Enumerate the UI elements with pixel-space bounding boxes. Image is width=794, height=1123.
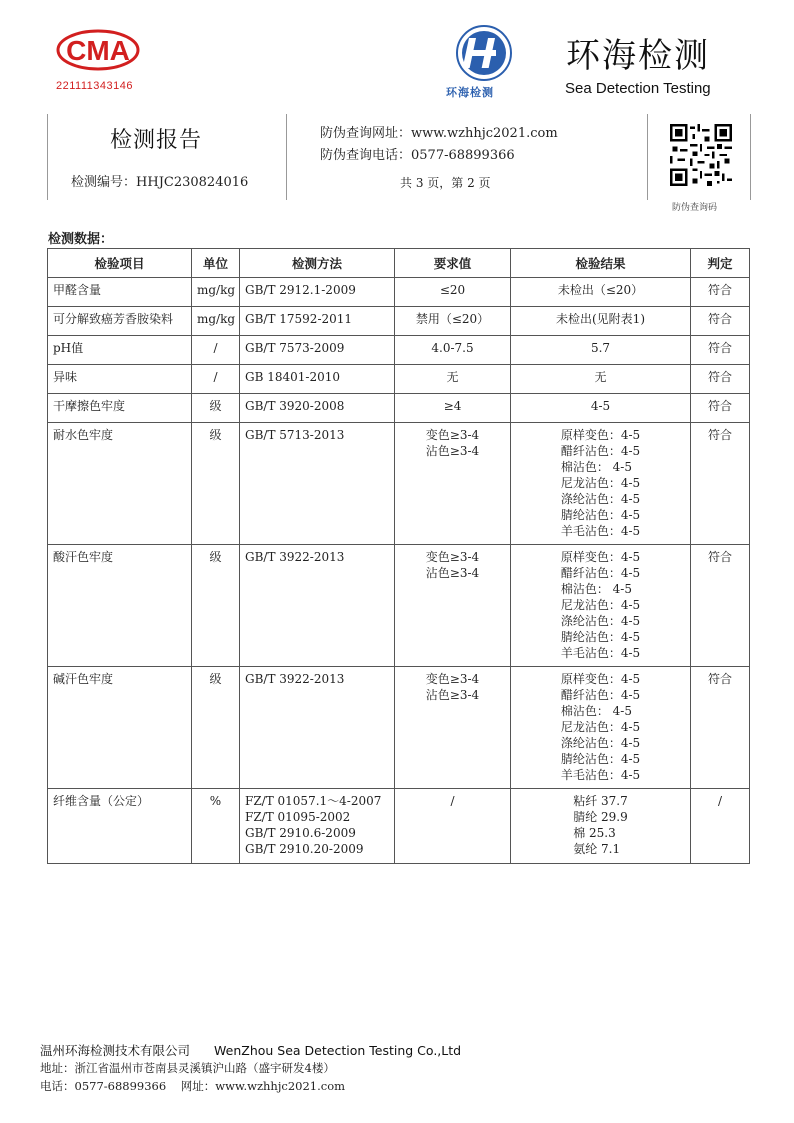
section-title: 检测数据： xyxy=(48,232,114,247)
cell-method xyxy=(240,307,395,336)
cell-method xyxy=(240,336,395,365)
cell-item: 耐水色牢度 xyxy=(48,423,192,545)
cell-requirement-line: 沾色≥3-4 xyxy=(425,688,480,702)
cell-item: 纤维含量（公定） xyxy=(48,789,192,864)
cell-unit: 级 xyxy=(192,394,240,423)
anti-fake-url: 防伪查询网址：www.wzhhjc2021.com xyxy=(320,126,558,141)
cell-verdict: 符合 xyxy=(691,394,750,423)
cell-item: 干摩擦色牢度 xyxy=(48,394,192,423)
cell-result-line: 尼龙沾色：4-5 xyxy=(560,598,641,612)
cell-method-line: GB/T 17592-2011 xyxy=(245,312,353,326)
cell-result xyxy=(511,423,691,545)
cell-result xyxy=(511,336,691,365)
cell-result-line: 无 xyxy=(594,370,607,384)
table-header-row xyxy=(48,249,750,278)
cell-result xyxy=(511,365,691,394)
table-row xyxy=(48,365,750,394)
cma-text: CMA xyxy=(66,35,130,66)
cma-number: 221111343146 xyxy=(56,80,133,92)
header-verdict: 判定 xyxy=(691,249,750,278)
cell-requirement-line: 无 xyxy=(446,370,459,384)
cell-method xyxy=(240,394,395,423)
cell-method xyxy=(240,423,395,545)
cell-unit: 级 xyxy=(192,667,240,789)
brand-name-cn: 环海检测 xyxy=(566,36,710,76)
cell-result-line: 醋纤沾色：4-5 xyxy=(560,444,641,458)
cell-result-line: 涤纶沾色：4-5 xyxy=(560,614,641,628)
cell-method-line: FZ/T 01057.1～4-2007 xyxy=(245,794,382,808)
cell-result xyxy=(511,278,691,307)
cell-result xyxy=(511,307,691,336)
cell-unit: mg/kg xyxy=(192,307,240,336)
cell-method xyxy=(240,545,395,667)
footer-address: 地址：浙江省温州市苍南县灵溪镇沪山路（盛宇研发4楼） xyxy=(40,1061,335,1075)
header-result: 检验结果 xyxy=(511,249,691,278)
cell-result-line: 粘纤 37.7 xyxy=(573,794,628,808)
cell-result-line: 尼龙沾色：4-5 xyxy=(560,720,641,734)
table-row xyxy=(48,336,750,365)
cell-requirement-line: 变色≥3-4 xyxy=(425,672,480,686)
table-row xyxy=(48,307,750,336)
cell-verdict: 符合 xyxy=(691,278,750,307)
cell-unit: 级 xyxy=(192,423,240,545)
cell-verdict: 符合 xyxy=(691,423,750,545)
table-row xyxy=(48,394,750,423)
qr-code-icon xyxy=(670,124,732,186)
cell-verdict: 符合 xyxy=(691,336,750,365)
cell-item: 可分解致癌芳香胺染料 xyxy=(48,307,192,336)
cell-requirement xyxy=(395,278,511,307)
cell-method xyxy=(240,667,395,789)
cell-result-line: 腈纶沾色：4-5 xyxy=(560,630,641,644)
cell-result-line: 4-5 xyxy=(590,399,611,413)
cell-requirement xyxy=(395,365,511,394)
report-title: 检测报告 xyxy=(110,128,203,153)
cell-result xyxy=(511,667,691,789)
cell-method-line: GB/T 3922-2013 xyxy=(245,550,345,564)
cma-logo xyxy=(56,28,140,72)
cell-unit: / xyxy=(192,365,240,394)
cell-requirement-line: 变色≥3-4 xyxy=(425,428,480,442)
cell-result xyxy=(511,394,691,423)
cell-requirement xyxy=(395,423,511,545)
cell-result-line: 未检出（≤20） xyxy=(557,283,644,297)
cell-requirement-line: / xyxy=(450,794,455,808)
cell-method-line: FZ/T 01095-2002 xyxy=(245,810,351,824)
cell-requirement xyxy=(395,667,511,789)
cell-method-line: GB/T 3920-2008 xyxy=(245,399,345,413)
table-row xyxy=(48,789,750,864)
table-row xyxy=(48,545,750,667)
cell-requirement xyxy=(395,307,511,336)
header-method: 检测方法 xyxy=(240,249,395,278)
cell-result-line: 棉 25.3 xyxy=(573,826,616,840)
cell-verdict: 符合 xyxy=(691,545,750,667)
cell-item: 酸汗色牢度 xyxy=(48,545,192,667)
cell-method-line: GB/T 2910.20-2009 xyxy=(245,842,364,856)
cell-method-line: GB 18401-2010 xyxy=(245,370,340,384)
header-item: 检验项目 xyxy=(48,249,192,278)
cell-result-line: 羊毛沾色：4-5 xyxy=(560,646,641,660)
cell-requirement xyxy=(395,336,511,365)
anti-fake-tel: 防伪查询电话：0577-68899366 xyxy=(320,148,515,163)
cell-method-line: GB/T 7573-2009 xyxy=(245,341,345,355)
table-row xyxy=(48,423,750,545)
cell-result-line: 醋纤沾色：4-5 xyxy=(560,566,641,580)
cell-method-line: GB/T 2910.6-2009 xyxy=(245,826,356,840)
cell-item: 异味 xyxy=(48,365,192,394)
cell-method-line: GB/T 3922-2013 xyxy=(245,672,345,686)
cell-unit: % xyxy=(192,789,240,864)
brand-name-en: Sea Detection Testing xyxy=(565,80,711,97)
cell-requirement-line: ≤20 xyxy=(439,283,466,297)
cell-verdict: 符合 xyxy=(691,667,750,789)
cell-requirement-line: 变色≥3-4 xyxy=(425,550,480,564)
cell-requirement-line: 4.0-7.5 xyxy=(431,341,474,355)
cell-result-line: 羊毛沾色：4-5 xyxy=(560,768,641,782)
cell-method xyxy=(240,365,395,394)
cell-requirement-line: 禁用（≤20） xyxy=(415,312,490,326)
sea-detection-logo-icon xyxy=(452,24,516,82)
cell-verdict: / xyxy=(691,789,750,864)
cell-result-line: 棉沾色： 4-5 xyxy=(560,460,632,474)
qr-caption: 防伪查询码 xyxy=(672,203,718,213)
cell-requirement xyxy=(395,789,511,864)
cell-unit: mg/kg xyxy=(192,278,240,307)
footer-contact: 电话：0577-68899366 网址：www.wzhhjc2021.com xyxy=(40,1079,346,1093)
cell-requirement-line: ≥4 xyxy=(443,399,462,413)
cell-result-line: 涤纶沾色：4-5 xyxy=(560,736,641,750)
table-row xyxy=(48,667,750,789)
cell-result-line: 原样变色：4-5 xyxy=(560,428,641,442)
cell-result-line: 腈纶沾色：4-5 xyxy=(560,752,641,766)
cell-result-line: 腈纶沾色：4-5 xyxy=(560,508,641,522)
cell-result-line: 尼龙沾色：4-5 xyxy=(560,476,641,490)
cell-result-line: 未检出(见附表1) xyxy=(556,312,645,326)
cell-item: 碱汗色牢度 xyxy=(48,667,192,789)
cell-result-line: 棉沾色： 4-5 xyxy=(560,704,632,718)
cell-result-line: 氨纶 7.1 xyxy=(573,842,621,856)
cell-requirement-line: 沾色≥3-4 xyxy=(425,444,480,458)
cell-verdict: 符合 xyxy=(691,307,750,336)
footer-company: 温州环海检测技术有限公司 WenZhou Sea Detection Testing Co.,Ltd xyxy=(40,1043,462,1058)
cell-requirement-line: 沾色≥3-4 xyxy=(425,566,480,580)
cell-unit: 级 xyxy=(192,545,240,667)
cell-method xyxy=(240,278,395,307)
cell-method-line: GB/T 2912.1-2009 xyxy=(245,283,356,297)
cell-result-line: 5.7 xyxy=(590,341,611,355)
cell-result-line: 棉沾色： 4-5 xyxy=(560,582,632,596)
cell-verdict: 符合 xyxy=(691,365,750,394)
cell-requirement xyxy=(395,545,511,667)
cell-result xyxy=(511,789,691,864)
cell-result xyxy=(511,545,691,667)
cell-method xyxy=(240,789,395,864)
page-indicator: 共 3 页，第 2 页 xyxy=(400,176,491,190)
cell-result-line: 原样变色：4-5 xyxy=(560,672,641,686)
cell-method-line: GB/T 5713-2013 xyxy=(245,428,345,442)
logo-caption: 环海检测 xyxy=(446,86,494,99)
table-row xyxy=(48,278,750,307)
cell-result-line: 醋纤沾色：4-5 xyxy=(560,688,641,702)
report-number: 检测编号：HHJC230824016 xyxy=(71,175,249,190)
cell-requirement xyxy=(395,394,511,423)
cell-result-line: 腈纶 29.9 xyxy=(573,810,628,824)
test-data-table xyxy=(47,248,750,864)
cell-item: 甲醛含量 xyxy=(48,278,192,307)
header-requirement: 要求值 xyxy=(395,249,511,278)
cell-unit: / xyxy=(192,336,240,365)
cell-result-line: 羊毛沾色：4-5 xyxy=(560,524,641,538)
header-unit: 单位 xyxy=(192,249,240,278)
cell-result-line: 原样变色：4-5 xyxy=(560,550,641,564)
cell-item: pH值 xyxy=(48,336,192,365)
cell-result-line: 涤纶沾色：4-5 xyxy=(560,492,641,506)
